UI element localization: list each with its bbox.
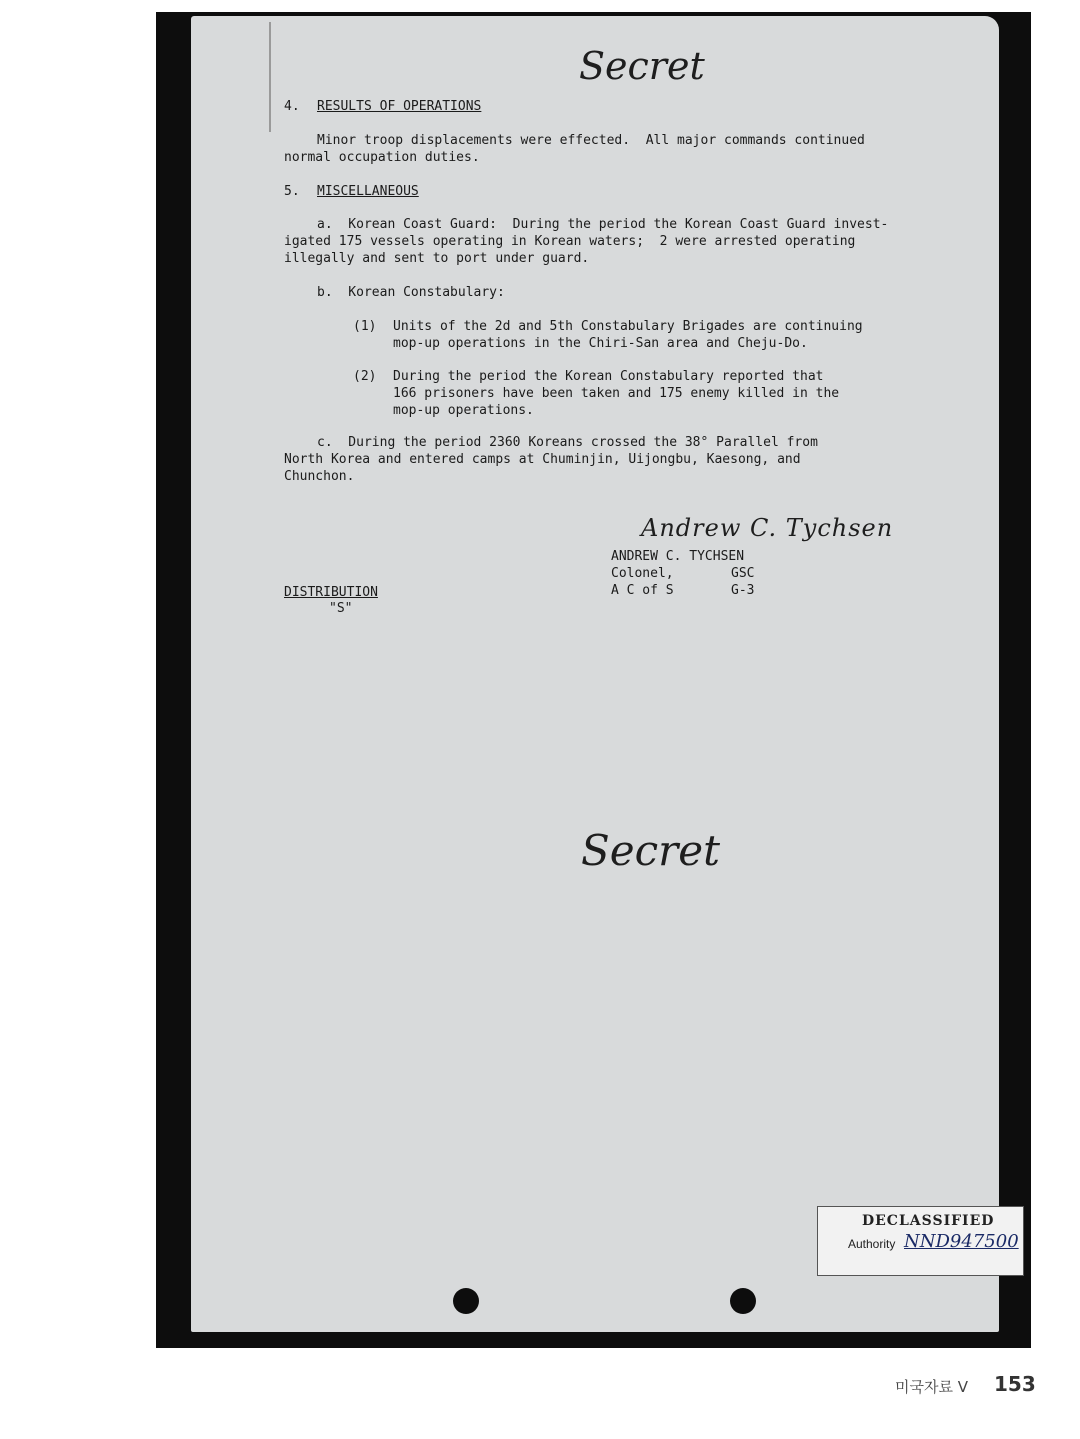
- para-a-line-1: a. Korean Coast Guard: During the period the Korean Coast Guard invest-: [317, 217, 889, 232]
- section-5-title: MISCELLANEOUS: [317, 184, 419, 199]
- stamp-authority-value: NND947500: [904, 1231, 1019, 1252]
- signer-name: ANDREW C. TYCHSEN: [611, 549, 745, 564]
- handwritten-signature: Andrew C. Tychsen: [641, 514, 894, 542]
- para-c-line-2: North Korea and entered camps at Chuminjin, Uijongbu, Kaesong, and: [284, 452, 801, 467]
- signer-rank: Colonel,: [611, 566, 674, 581]
- punch-hole-left: [453, 1288, 479, 1314]
- stamp-authority-label: Authority: [848, 1237, 896, 1251]
- para-c-line-3: Chunchon.: [284, 469, 355, 484]
- item-b1-line-2: mop-up operations in the Chiri-San area and Cheju-Do.: [393, 336, 808, 351]
- section-4-number: 4.: [284, 99, 300, 114]
- item-b2-number: (2): [353, 369, 377, 384]
- scanned-document-image: [156, 12, 1031, 1348]
- declassified-stamp: [817, 1206, 1024, 1276]
- para-a-line-2: igated 175 vessels operating in Korean waters; 2 were arrested operating: [284, 234, 856, 249]
- page-number: 153: [994, 1372, 1036, 1396]
- distribution-label: DISTRIBUTION: [284, 585, 378, 600]
- stamp-title: DECLASSIFIED: [862, 1213, 995, 1229]
- punch-hole-right: [730, 1288, 756, 1314]
- item-b1-line-1: Units of the 2d and 5th Constabulary Brigades are continuing: [393, 319, 863, 334]
- item-b2-line-2: 166 prisoners have been taken and 175 enemy killed in the: [393, 386, 840, 401]
- signer-title-code: G-3: [731, 583, 755, 598]
- document-page: [191, 16, 1019, 1332]
- item-b2-line-1: During the period the Korean Constabulary reported that: [393, 369, 824, 384]
- secret-marking-top: Secret: [579, 44, 705, 88]
- item-b2-line-3: mop-up operations.: [393, 403, 534, 418]
- section-4-title: RESULTS OF OPERATIONS: [317, 99, 482, 114]
- para-c-line-1: c. During the period 2360 Koreans crossed the 38° Parallel from: [317, 435, 818, 450]
- distribution-value: "S": [329, 601, 353, 616]
- para-b-heading: b. Korean Constabulary:: [317, 285, 505, 300]
- signer-title: A C of S: [611, 583, 674, 598]
- signer-rank-code: GSC: [731, 566, 755, 581]
- section-5-number: 5.: [284, 184, 300, 199]
- section-4-line-2: normal occupation duties.: [284, 150, 480, 165]
- paper-edge-line: [269, 22, 271, 132]
- footer-collection-label: 미국자료 Ⅴ: [895, 1378, 968, 1396]
- para-a-line-3: illegally and sent to port under guard.: [284, 251, 590, 266]
- item-b1-number: (1): [353, 319, 377, 334]
- section-4-line-1: Minor troop displacements were effected. All major commands continued: [317, 133, 865, 148]
- secret-marking-bottom: Secret: [581, 826, 720, 875]
